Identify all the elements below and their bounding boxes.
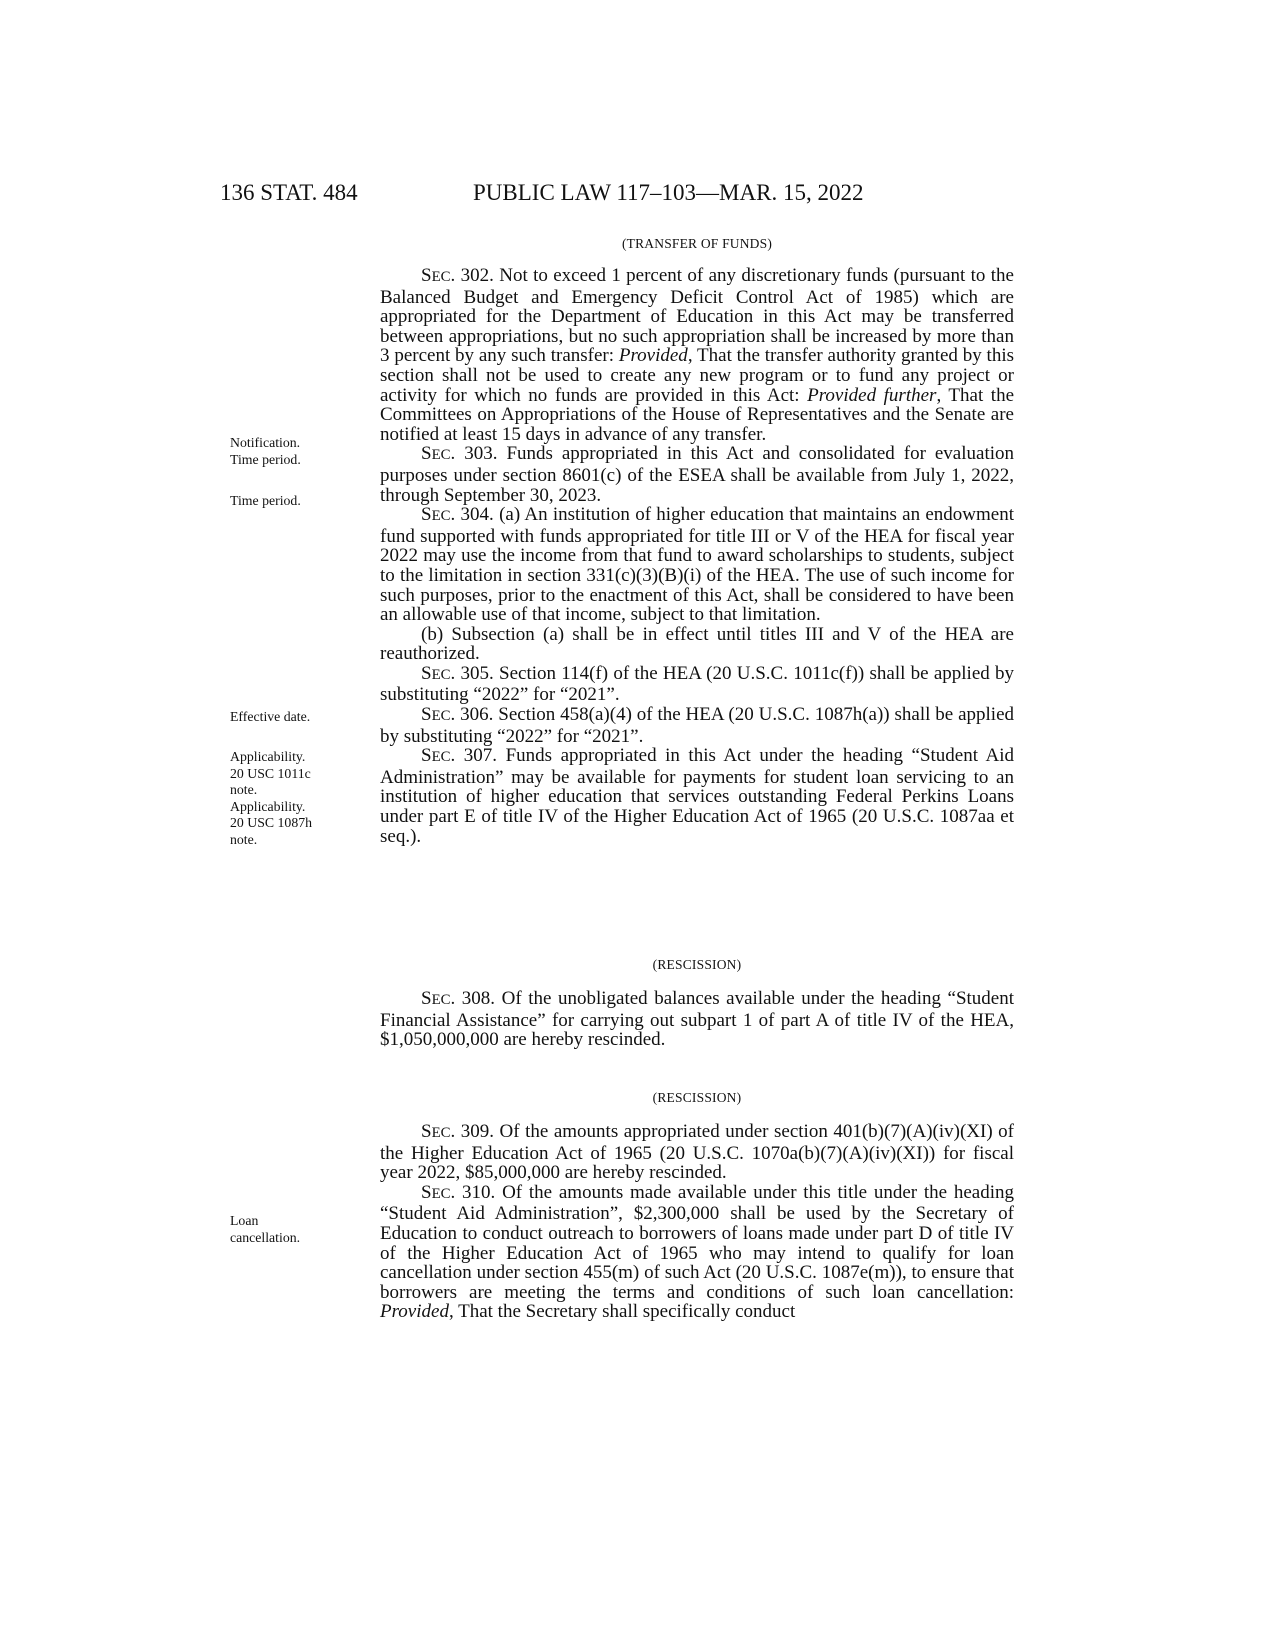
margin-note-time-period: Time period. bbox=[230, 493, 301, 508]
section-302: SEC. 302. Not to exceed 1 percent of any discretionary funds (pursuant to the Balanced Budget and Emergency Deficit Control Act of 1985) which are appropriated for the Department of Education in this Act may be transferred between appropriations, but no such appropriation shall be increased by more than 3 percent by any such transfer: Provided, That the transfer authority granted by this section shall not be used to create any new program or to fund any project or activity for which no funds are provided in this Act: Provided further, That the Committees on Appropriations of the House of Representatives and the Senate are notified at least 15 days in advance of any transfer. bbox=[380, 265, 1015, 445]
section-heading-transfer: (TRANSFER OF FUNDS) bbox=[621, 236, 773, 251]
section-heading-rescission-1: (RESCISSION) bbox=[652, 957, 742, 972]
margin-note-notification: Notification. Time period. bbox=[230, 435, 301, 467]
section-heading-rescission-2: (RESCISSION) bbox=[652, 1090, 742, 1105]
section-306: SEC. 306. Section 458(a)(4) of the HEA (20 U.S.C. 1087h(a)) shall be applied by substituting “2022” for “2021”. bbox=[380, 704, 1015, 747]
section-308: SEC. 308. Of the unobligated balances available under the heading “Student Financial Assistance” for carrying out subpart 1 of part A of title IV of the HEA, $1,050,000,000 are hereby rescinded. bbox=[380, 988, 1015, 1051]
section-304-a: SEC. 304. (a) An institution of higher education that maintains an endowment fund supported with funds appropriated for title III or V of the HEA for fiscal year 2022 may use the income from that fund to award scholarships to students, subject to the limitation in section 331(c)(3)(B)(i) of the HEA. The use of such income for such purposes, prior to the enactment of this Act, shall be considered to have been an allowable use of that income, subject to that limitation. bbox=[380, 504, 1014, 626]
section-304-b: (b) Subsection (a) shall be in effect until titles III and V of the HEA are reauthorized. bbox=[380, 623, 1014, 665]
section-305: SEC. 305. Section 114(f) of the HEA (20 U.S.C. 1011c(f)) shall be applied by substituting “2022” for “2021”. bbox=[380, 662, 1015, 706]
margin-note-applicability: Applicability. 20 USC 1011c note. Applicability. 20 USC 1087h note. bbox=[230, 749, 313, 847]
margin-note-loan-cancellation: Loan cancellation. bbox=[230, 1213, 301, 1245]
section-307: SEC. 307. Funds appropriated in this Act under the heading “Student Aid Administration” may be available for payments for student loan servicing to an institution of higher education that services outstanding Federal Perkins Loans under part E of title IV of the Higher Education Act of 1965 (20 U.S.C. 1087aa et seq.). bbox=[380, 745, 1014, 847]
section-309: SEC. 309. Of the amounts appropriated under section 401(b)(7)(A)(iv)(XI) of the Higher Education Act of 1965 (20 U.S.C. 1070a(b)(7)(A)(iv)(XI)) for fiscal year 2022, $85,000,000 are hereby rescinded. bbox=[380, 1121, 1015, 1184]
page-title: PUBLIC LAW 117–103—MAR. 15, 2022 bbox=[473, 180, 864, 205]
section-303: SEC. 303. Funds appropriated in this Act and consolidated for evaluation purposes under section 8601(c) of the ESEA shall be available from July 1, 2022, through September 30, 2023. bbox=[380, 443, 1015, 506]
stat-reference: 136 STAT. 484 bbox=[220, 180, 358, 205]
text-block-main bbox=[380, 266, 1014, 846]
text-block-308 bbox=[380, 989, 1014, 1050]
section-310: SEC. 310. Of the amounts made available under this title under the heading “Student Aid Administration”, $2,300,000 shall be used by the Secretary of Education to conduct outreach to borrowers of loans made under part D of title IV of the Higher Education Act of 1965 who may intend to qualify for loan cancellation under section 455(m) of such Act (20 U.S.C. 1087e(m)), to ensure that borrowers are meeting the terms and conditions of such loan cancellation: Provided, That the Secretary shall specifically conduct bbox=[380, 1181, 1014, 1323]
margin-note-effective-date: Effective date. bbox=[230, 709, 311, 724]
text-block-309-310 bbox=[380, 1122, 1014, 1322]
